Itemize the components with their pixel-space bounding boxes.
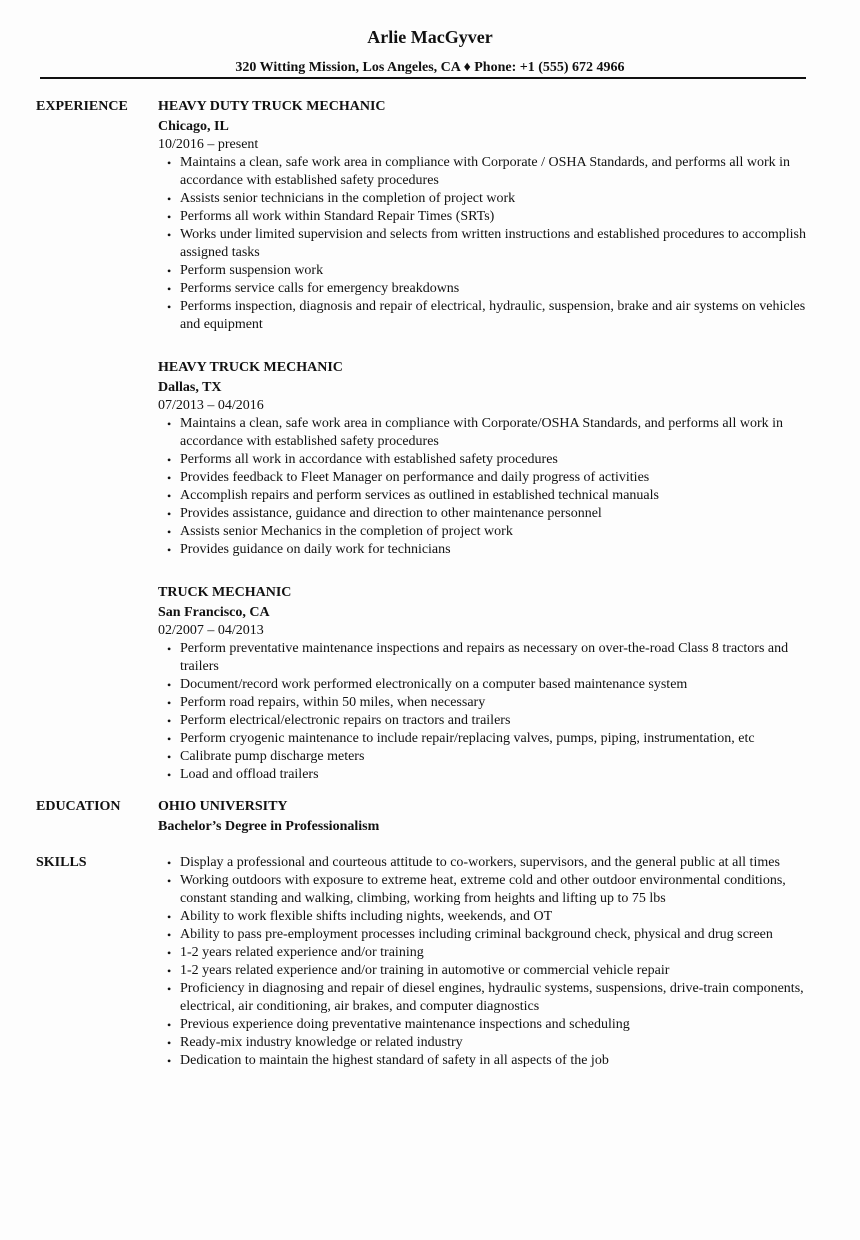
job-bullets bbox=[158, 154, 810, 334]
list-item: • Provides guidance on daily work for technicians bbox=[180, 541, 810, 559]
section-label-experience: EXPERIENCE bbox=[36, 99, 128, 114]
list-item: • Calibrate pump discharge meters bbox=[180, 748, 810, 766]
list-item: • Performs all work within Standard Repair Times (SRTs) bbox=[180, 208, 810, 226]
list-item: • Ready-mix industry knowledge or related industry bbox=[180, 1034, 810, 1052]
list-item: • Working outdoors with exposure to extreme heat, extreme cold and other outdoor environmental conditions, constant standing and walking, climbing, working from heights and lifting up to 75 lbs bbox=[180, 872, 810, 908]
job-bullets bbox=[158, 640, 810, 784]
job-bullets bbox=[158, 415, 810, 559]
job-entry bbox=[158, 584, 810, 784]
experience-section bbox=[36, 98, 816, 809]
list-item: • Proficiency in diagnosing and repair of diesel engines, hydraulic systems, suspensions, drive-train components, electrical, air conditioning, air brakes, and computer diagnostics bbox=[180, 980, 810, 1016]
list-item: • Ability to work flexible shifts including nights, weekends, and OT bbox=[180, 908, 810, 926]
list-item: • 1-2 years related experience and/or training in automotive or commercial vehicle repair bbox=[180, 962, 810, 980]
contact-line: 320 Witting Mission, Los Angeles, CA ♦ Phone: +1 (555) 672 4966 bbox=[235, 60, 625, 75]
section-label-education: EDUCATION bbox=[36, 799, 121, 814]
job-title: TRUCK MECHANIC bbox=[158, 585, 292, 600]
list-item: • Provides assistance, guidance and direction to other maintenance personnel bbox=[180, 505, 810, 523]
list-item: • Ability to pass pre-employment processes including criminal background check, physical and drug screen bbox=[180, 926, 810, 944]
header-divider bbox=[40, 77, 806, 79]
list-item: • Assists senior Mechanics in the completion of project work bbox=[180, 523, 810, 541]
job-list bbox=[158, 98, 810, 784]
list-item: • Document/record work performed electronically on a computer based maintenance system bbox=[180, 676, 810, 694]
list-item: • Accomplish repairs and perform services as outlined in established technical manuals bbox=[180, 487, 810, 505]
job-location: San Francisco, CA bbox=[158, 605, 270, 620]
list-item: • Previous experience doing preventative maintenance inspections and scheduling bbox=[180, 1016, 810, 1034]
job-entry bbox=[158, 98, 810, 334]
job-dates: 02/2007 – 04/2013 bbox=[158, 623, 264, 638]
list-item: • Performs service calls for emergency breakdowns bbox=[180, 280, 810, 298]
list-item: • Perform electrical/electronic repairs on tractors and trailers bbox=[180, 712, 810, 730]
list-item: • Perform suspension work bbox=[180, 262, 810, 280]
skills-section bbox=[36, 854, 816, 1070]
list-item: • Maintains a clean, safe work area in compliance with Corporate/OSHA Standards, and performs all work in accordance with established safety procedures bbox=[180, 415, 810, 451]
job-dates: 07/2013 – 04/2016 bbox=[158, 398, 264, 413]
list-item: • Provides feedback to Fleet Manager on performance and daily progress of activities bbox=[180, 469, 810, 487]
list-item: • 1-2 years related experience and/or training bbox=[180, 944, 810, 962]
job-entry bbox=[158, 359, 810, 559]
degree: Bachelor’s Degree in Professionalism bbox=[158, 819, 380, 834]
job-dates: 10/2016 – present bbox=[158, 137, 259, 152]
list-item: • Perform cryogenic maintenance to include repair/replacing valves, pumps, piping, instrumentation, etc bbox=[180, 730, 810, 748]
list-item: • Works under limited supervision and selects from written instructions and established procedures to accomplish assigned tasks bbox=[180, 226, 810, 262]
list-item: • Performs inspection, diagnosis and repair of electrical, hydraulic, suspension, brake and air systems on vehicles and equipment bbox=[180, 298, 810, 334]
list-item: • Load and offload trailers bbox=[180, 766, 810, 784]
list-item: • Perform preventative maintenance inspections and repairs as necessary on over-the-road Class 8 tractors and trailers bbox=[180, 640, 810, 676]
skills-list bbox=[158, 854, 810, 1070]
school-name: OHIO UNIVERSITY bbox=[158, 799, 288, 814]
list-item: • Assists senior technicians in the completion of project work bbox=[180, 190, 810, 208]
job-title: HEAVY DUTY TRUCK MECHANIC bbox=[158, 99, 386, 114]
resume-name: Arlie MacGyver bbox=[367, 27, 493, 47]
job-location: Dallas, TX bbox=[158, 380, 222, 395]
section-label-skills: SKILLS bbox=[36, 855, 87, 870]
list-item: • Performs all work in accordance with established safety procedures bbox=[180, 451, 810, 469]
list-item: • Display a professional and courteous attitude to co-workers, supervisors, and the general public at all times bbox=[180, 854, 810, 872]
list-item: • Dedication to maintain the highest standard of safety in all aspects of the job bbox=[180, 1052, 810, 1070]
job-location: Chicago, IL bbox=[158, 119, 229, 134]
list-item: • Perform road repairs, within 50 miles, when necessary bbox=[180, 694, 810, 712]
job-title: HEAVY TRUCK MECHANIC bbox=[158, 360, 343, 375]
education-section bbox=[36, 798, 816, 836]
list-item: • Maintains a clean, safe work area in compliance with Corporate / OSHA Standards, and performs all work in accordance with established safety procedures bbox=[180, 154, 810, 190]
